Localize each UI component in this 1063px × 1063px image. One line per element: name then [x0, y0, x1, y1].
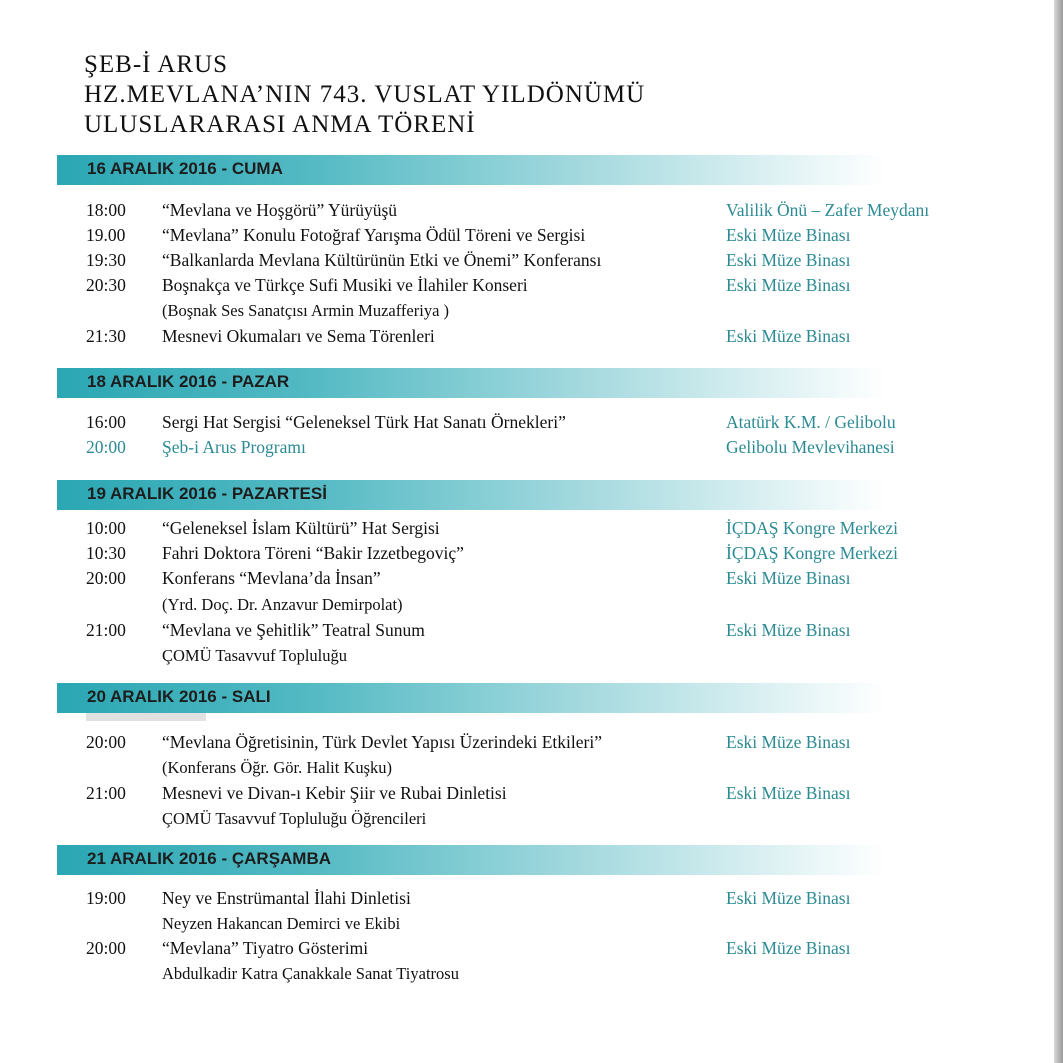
event-location: Atatürk K.M. / Gelibolu: [726, 412, 896, 432]
event-time: 20:30: [86, 275, 126, 295]
title-line-3: ULUSLARARASI ANMA TÖRENİ: [84, 111, 476, 138]
event-subtitle: (Konferans Öğr. Gör. Halit Kuşku): [162, 758, 393, 777]
day-header-20-aralik: [57, 683, 887, 713]
event-location: Eski Müze Binası: [726, 620, 851, 640]
event-time: 18:00: [86, 200, 126, 220]
event-location: Eski Müze Binası: [726, 225, 851, 245]
event-title: Şeb-i Arus Programı: [162, 437, 306, 457]
event-time: 20:00: [86, 568, 126, 588]
event-time: 16:00: [86, 412, 126, 432]
event-time: 10:30: [86, 543, 126, 563]
event-title: “Balkanlarda Mevlana Kültürünün Etki ve Önemi” Konferansı: [162, 250, 602, 270]
event-title: Konferans “Mevlana’da İnsan”: [162, 568, 381, 588]
event-subtitle: ÇOMÜ Tasavvuf Topluluğu Öğrencileri: [162, 809, 427, 828]
event-time: 19:30: [86, 250, 126, 270]
event-time: 21:00: [86, 620, 126, 640]
event-subtitle: (Yrd. Doç. Dr. Anzavur Demirpolat): [162, 595, 403, 614]
event-location: Eski Müze Binası: [726, 326, 851, 346]
event-title: “Mevlana” Tiyatro Gösterimi: [162, 938, 369, 958]
event-location: Eski Müze Binası: [726, 938, 851, 958]
page-edge-shadow: [1054, 0, 1063, 1063]
day-header-label: 20 ARALIK 2016 - SALI: [87, 687, 271, 706]
event-title: Mesnevi Okumaları ve Sema Törenleri: [162, 326, 435, 346]
event-time: 20:00: [86, 732, 126, 752]
event-time: 20:00: [86, 437, 126, 457]
day-header-16-aralik: [57, 155, 887, 185]
event-location: Eski Müze Binası: [726, 568, 851, 588]
event-location: Eski Müze Binası: [726, 275, 851, 295]
event-subtitle: Neyzen Hakancan Demirci ve Ekibi: [162, 914, 401, 933]
title-line-1: ŞEB-İ ARUS: [84, 51, 229, 78]
event-title: Sergi Hat Sergisi “Geleneksel Türk Hat Sanatı Örnekleri”: [162, 412, 566, 432]
event-title: Ney ve Enstrümantal İlahi Dinletisi: [162, 888, 411, 908]
event-title: “Geleneksel İslam Kültürü” Hat Sergisi: [162, 518, 440, 538]
event-time: 20:00: [86, 938, 126, 958]
day-header-label: 18 ARALIK 2016 - PAZAR: [87, 372, 290, 391]
event-location: Eski Müze Binası: [726, 732, 851, 752]
day-header-label: 19 ARALIK 2016 - PAZARTESİ: [87, 484, 327, 503]
event-subtitle: (Boşnak Ses Sanatçısı Armin Muzafferiya ): [162, 301, 450, 320]
faded-text-artifact: [86, 713, 206, 721]
event-subtitle: Abdulkadir Katra Çanakkale Sanat Tiyatrosu: [162, 964, 459, 983]
event-location: Gelibolu Mevlevihanesi: [726, 437, 895, 457]
event-location: Eski Müze Binası: [726, 888, 851, 908]
event-title: “Mevlana” Konulu Fotoğraf Yarışma Ödül Töreni ve Sergisi: [162, 225, 586, 245]
event-location: Eski Müze Binası: [726, 783, 851, 803]
event-title: Mesnevi ve Divan-ı Kebir Şiir ve Rubai Dinletisi: [162, 783, 507, 803]
event-time: 19.00: [86, 225, 126, 245]
event-location: İÇDAŞ Kongre Merkezi: [726, 543, 899, 563]
document-title: [84, 50, 645, 140]
day-header-18-aralik: [57, 368, 887, 398]
event-time: 19:00: [86, 888, 126, 908]
title-line-2: HZ.MEVLANA’NIN 743. VUSLAT YILDÖNÜMÜ: [84, 81, 646, 108]
event-title: “Mevlana ve Şehitlik” Teatral Sunum: [162, 620, 425, 640]
event-title: “Mevlana Öğretisinin, Türk Devlet Yapısı Üzerindeki Etkileri”: [162, 732, 602, 752]
event-location: Eski Müze Binası: [726, 250, 851, 270]
event-location: Valilik Önü – Zafer Meydanı: [726, 200, 930, 220]
event-time: 21:00: [86, 783, 126, 803]
event-title: Fahri Doktora Töreni “Bakir Izzetbegoviç”: [162, 543, 464, 563]
day-header-21-aralik: [57, 845, 887, 875]
day-header-label: 21 ARALIK 2016 - ÇARŞAMBA: [87, 849, 332, 868]
day-header-label: 16 ARALIK 2016 - CUMA: [87, 159, 283, 178]
event-location: İÇDAŞ Kongre Merkezi: [726, 518, 899, 538]
event-title: Boşnakça ve Türkçe Sufi Musiki ve İlahiler Konseri: [162, 275, 528, 295]
day-header-19-aralik: [57, 480, 887, 510]
event-subtitle: ÇOMÜ Tasavvuf Topluluğu: [162, 646, 347, 665]
event-title: “Mevlana ve Hoşgörü” Yürüyüşü: [162, 200, 398, 220]
event-time: 21:30: [86, 326, 126, 346]
event-time: 10:00: [86, 518, 126, 538]
